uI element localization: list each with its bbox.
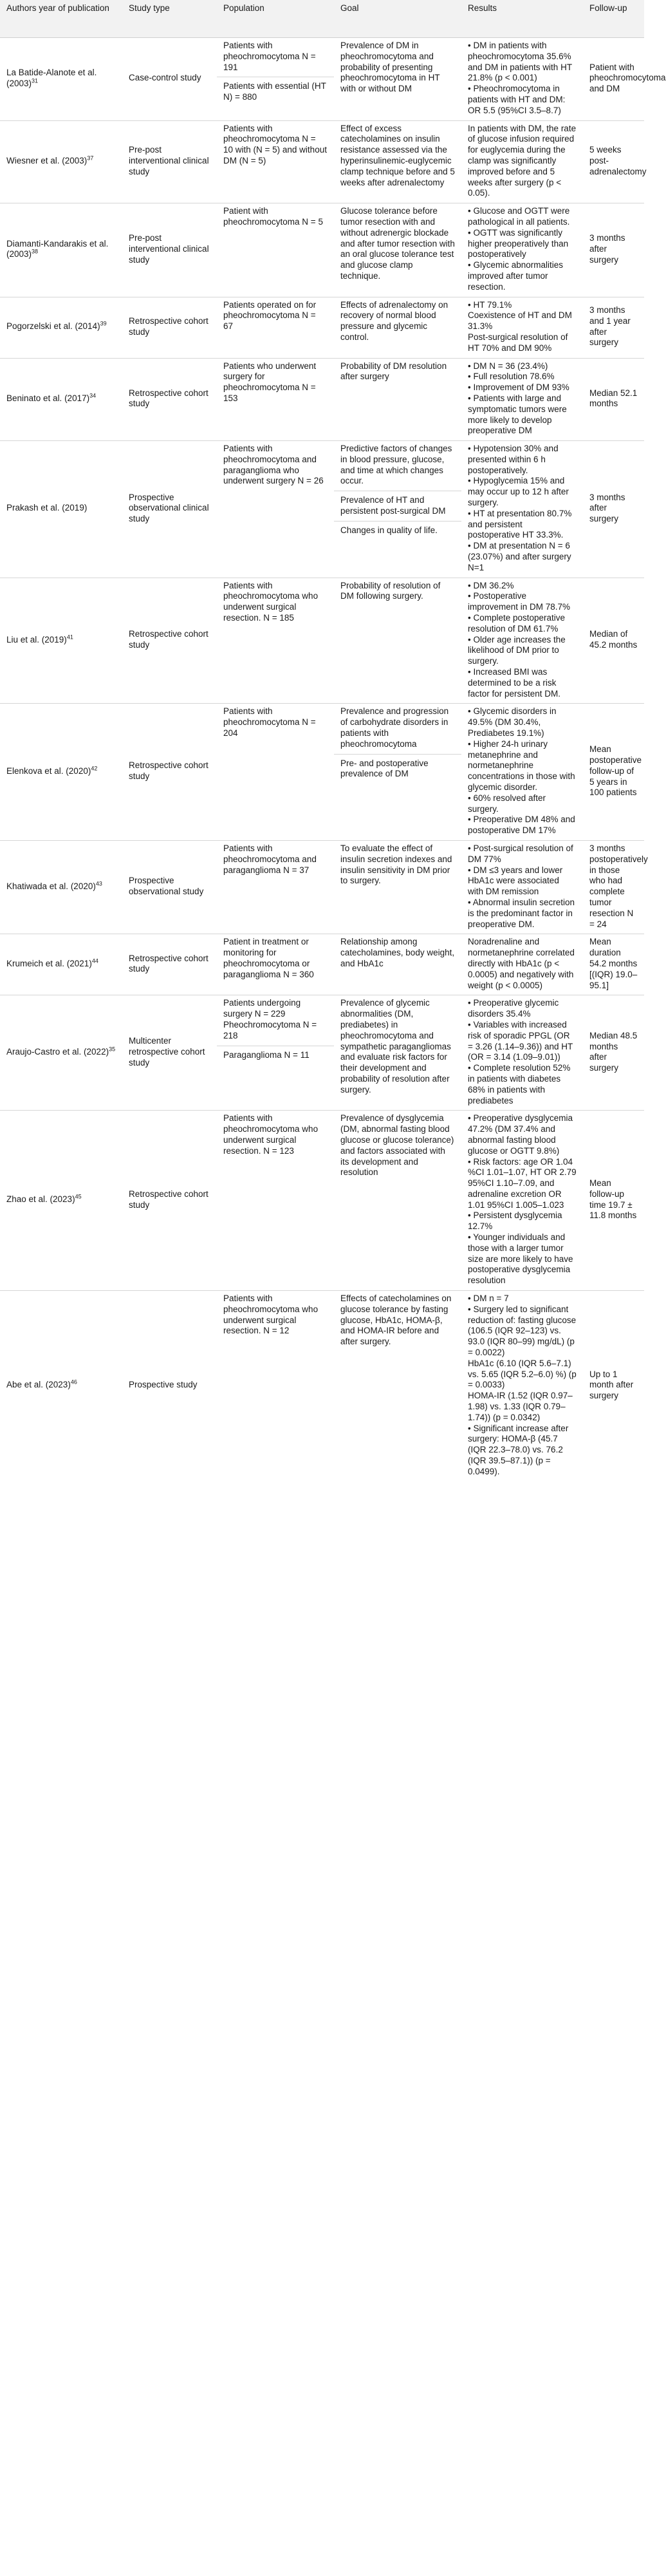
follow-up-text: Up to 1 month after surgery — [589, 1369, 634, 1401]
population-text: Patients undergoing surgery N = 229 Pheochromocytoma N = 218 — [223, 998, 317, 1040]
follow-up-text: 3 months postoperatively in those who had complete tumor resection N = 24 — [589, 843, 648, 929]
result-item: • DM n = 7 — [468, 1293, 577, 1304]
reference-number: 46 — [70, 1378, 77, 1386]
table-row — [0, 203, 644, 297]
population-text: Patients with essential (HT N) = 880 — [217, 77, 334, 103]
cell-population — [217, 120, 334, 203]
follow-up-text: Median 52.1 months — [589, 388, 638, 409]
cell-population — [217, 358, 334, 441]
result-item: HbA1c (6.10 (IQR 5.6–7.1) vs. 5.65 (IQR 5.2–6.0) %) (p = 0.0033) — [468, 1358, 577, 1390]
goal-text: Predictive factors of changes in blood pressure, glucose, and time at which changes occur. — [340, 444, 452, 486]
cell-goal — [334, 120, 461, 203]
author-text: Prakash et al. (2019) — [6, 503, 88, 513]
cell-population — [217, 1111, 334, 1291]
result-item: • Preoperative dysglycemia 47.2% (DM 37.4% and abnormal fasting blood glucose or OGTT 9.8%) — [468, 1113, 577, 1156]
population-text: Patients with pheochromocytoma and paraganglioma N = 37 — [223, 843, 317, 875]
result-item: • Preoperative glycemic disorders 35.4% — [468, 998, 577, 1020]
cell-follow-up — [583, 358, 644, 441]
cell-goal — [334, 840, 461, 934]
result-item: • DM N = 36 (23.4%) — [468, 361, 577, 372]
header-population: Population — [217, 0, 334, 38]
cell-author — [0, 441, 122, 578]
table-row — [0, 704, 644, 841]
result-item: • Improvement of DM 93% — [468, 382, 577, 393]
result-item: • Complete resolution 52% in patients with diabetes 68% in patients with prediabetes — [468, 1063, 577, 1106]
cell-results — [461, 578, 583, 704]
reference-number: 41 — [66, 634, 73, 641]
cell-population — [217, 840, 334, 934]
result-item: • Persistent dysglycemia 12.7% — [468, 1210, 577, 1232]
cell-follow-up — [583, 578, 644, 704]
cell-author — [0, 934, 122, 995]
cell-results — [461, 1111, 583, 1291]
table-row — [0, 934, 644, 995]
follow-up-text: Patient with pheochromocytoma and DM — [589, 62, 666, 94]
cell-results — [461, 1291, 583, 1481]
result-item: • Increased BMI was determined to be a risk factor for persistent DM. — [468, 667, 577, 699]
follow-up-text: Mean follow-up time 19.7 ± 11.8 months — [589, 1178, 637, 1221]
cell-author — [0, 1111, 122, 1291]
cell-results — [461, 840, 583, 934]
result-item: • Complete postoperative resolution of DM 61.7% — [468, 613, 577, 635]
cell-author — [0, 840, 122, 934]
study-type-text: Pre-post interventional clinical study — [129, 233, 209, 265]
table-row — [0, 578, 644, 704]
header-authors: Authors year of publication — [0, 0, 122, 38]
table-header — [0, 0, 644, 38]
result-item: • Older age increases the likelihood of DM prior to surgery. — [468, 635, 577, 667]
cell-author — [0, 358, 122, 441]
result-item: • DM in patients with pheochromocytoma 35.6% and DM in patients with HT 21.8% (p < 0.001) — [468, 41, 577, 84]
cell-study-type — [122, 120, 217, 203]
follow-up-text: 3 months after surgery — [589, 492, 625, 524]
header-goal: Goal — [334, 0, 461, 38]
cell-follow-up — [583, 120, 647, 203]
header-follow-up: Follow-up — [583, 0, 644, 38]
cell-study-type — [122, 297, 217, 358]
result-item: • DM 36.2% — [468, 581, 577, 592]
population-text: Patients operated on for pheochromocytoma N = 67 — [223, 299, 317, 332]
result-item: • Post-surgical resolution of DM 77% — [468, 843, 577, 865]
cell-results — [461, 203, 583, 297]
result-text: In patients with DM, the rate of glucose infusion required for euglycemia during the clamp was significantly improved before and 5 weeks after surgery (p < 0.05). — [468, 123, 577, 198]
reference-number: 37 — [87, 155, 94, 162]
result-item: • Variables with increased risk of sporadic PPGL (OR = 3.26 (1.14–9.36)) and HT (OR = 3.14 (1.09–9.01)) — [468, 1020, 577, 1063]
cell-goal — [334, 1111, 461, 1291]
cell-goal — [334, 297, 461, 358]
header-study-type: Study type — [122, 0, 217, 38]
cell-study-type — [122, 441, 217, 578]
result-item: • Full resolution 78.6% — [468, 371, 577, 382]
result-item: HOMA-IR (1.52 (IQR 0.97–1.98) vs. 1.33 (IQR 0.79–1.74)) (p = 0.0342) — [468, 1391, 573, 1422]
study-type-text: Retrospective cohort study — [129, 388, 208, 409]
follow-up-text: Median of 45.2 months — [589, 629, 638, 650]
study-type-text: Case-control study — [129, 73, 201, 83]
result-item: • Postoperative improvement in DM 78.7% — [468, 591, 577, 613]
result-item: • Glycemic disorders in 49.5% (DM 30.4%, Prediabetes 19.1%) — [468, 706, 577, 738]
cell-goal — [334, 358, 461, 441]
population-text: Patients who underwent surgery for pheochromocytoma N = 153 — [223, 361, 317, 403]
study-type-text: Multicenter retrospective cohort study — [129, 1036, 205, 1067]
cell-results — [461, 704, 583, 841]
cell-population — [217, 934, 334, 995]
author-text: Elenkova et al. (2020) — [6, 766, 91, 776]
goal-text: Glucose tolerance before tumor resection with and without adrenergic blockade and after tumor resection with an oral glucose tolerance test and glucose clamp technique. — [340, 206, 455, 281]
cell-population — [217, 38, 334, 121]
result-item: • Younger individuals and those with a larger tumor size are more likely to have postoperative dysglycemia resolution — [468, 1232, 577, 1286]
goal-text: Prevalence and progression of carbohydrate disorders in patients with pheochromocytoma — [340, 706, 449, 749]
cell-follow-up — [583, 840, 648, 934]
cell-results — [461, 441, 583, 578]
table-row — [0, 1111, 644, 1291]
cell-study-type — [122, 38, 217, 121]
goal-text: Pre- and postoperative prevalence of DM — [334, 754, 461, 780]
author-text: Wiesner et al. (2003) — [6, 155, 88, 165]
population-text: Patients with pheochromocytoma N = 10 with (N = 5) and without DM (N = 5) — [223, 123, 327, 165]
table-row — [0, 38, 644, 121]
cell-follow-up — [583, 441, 644, 578]
follow-up-text: 3 months and 1 year after surgery — [589, 305, 631, 348]
goal-text: Effects of catecholamines on glucose tolerance by fasting glucose, HbA1c, HOMA-β, and HOMA-IR before and after surgery. — [340, 1293, 452, 1347]
population-text: Paraganglioma N = 11 — [217, 1046, 334, 1061]
result-item: • Hypotension 30% and presented within 6 h postoperatively. — [468, 444, 577, 476]
follow-up-text: Mean duration 54.2 months [(IQR) 19.0–95.1] — [589, 937, 638, 990]
result-item: • 60% resolved after surgery. — [468, 793, 577, 815]
study-type-text: Retrospective cohort study — [129, 760, 208, 782]
study-type-text: Prospective study — [129, 1380, 198, 1390]
author-text: Pogorzelski et al. (2014) — [6, 321, 100, 332]
goal-text: Prevalence of dysglycemia (DM, abnormal fasting blood glucose or glucose tolerance) and factors associated with its development and resolution — [340, 1113, 454, 1178]
cell-study-type — [122, 1291, 217, 1481]
result-item: • Risk factors: age OR 1.04 %CI 1.01–1.07, HT OR 2.79 95%CI 1.10–7.09, and adrenaline excretion OR 1.01 95%CI 1.005–1.023 — [468, 1157, 577, 1211]
table-row — [0, 995, 644, 1111]
cell-follow-up — [583, 1111, 644, 1291]
cell-population — [217, 995, 334, 1111]
cell-study-type — [122, 358, 217, 441]
reference-number: 34 — [89, 392, 97, 399]
goal-text: Effects of adrenalectomy on recovery of normal blood pressure and glycemic control. — [340, 299, 449, 342]
author-text: Araujo-Castro et al. (2022) — [6, 1046, 109, 1057]
population-text: Patient with pheochromocytoma N = 5 — [223, 206, 323, 227]
cell-follow-up — [583, 995, 644, 1111]
cell-goal — [334, 578, 461, 704]
cell-follow-up — [583, 704, 644, 841]
cell-goal — [334, 704, 461, 841]
result-item: • Surgery led to significant reduction of: fasting glucose (106.5 (IQR 92–123) vs. 93.0 (IQR 80–99) mg/dL) (p = 0.0022) — [468, 1304, 577, 1359]
reference-number: 45 — [75, 1193, 82, 1200]
table-row — [0, 840, 644, 934]
cell-population — [217, 578, 334, 704]
goal-text: Probability of DM resolution after surgery — [340, 361, 447, 382]
goal-text: Prevalence of HT and persistent post-surgical DM — [334, 491, 461, 517]
study-type-text: Pre-post interventional clinical study — [129, 145, 209, 176]
cell-author — [0, 704, 122, 841]
result-item: Post-surgical resolution of HT 70% and DM 90% — [468, 332, 568, 353]
cell-author — [0, 120, 122, 203]
author-text: Krumeich et al. (2021) — [6, 958, 92, 968]
cell-study-type — [122, 578, 217, 704]
cell-study-type — [122, 995, 217, 1111]
follow-up-text: Mean postoperative follow-up of 5 years in 100 patients — [589, 744, 642, 798]
result-item: • OGTT was significantly higher preoperatively than postoperatively — [468, 228, 577, 260]
author-text: La Batide-Alanote et al. (2003) — [6, 67, 97, 88]
goal-text: Prevalence of glycemic abnormalities (DM, prediabetes) in pheochromocytoma and sympathetic paragangliomas and evaluate risk factors for their development and probability of resolution after surgery. — [340, 998, 451, 1095]
cell-author — [0, 1291, 122, 1481]
cell-author — [0, 203, 122, 297]
cell-goal — [334, 995, 461, 1111]
cell-population — [217, 297, 334, 358]
result-item: • Abnormal insulin secretion is the predominant factor in preoperative DM. — [468, 898, 577, 930]
reference-number: 43 — [95, 880, 102, 887]
follow-up-text: 5 weeks post-adrenalectomy — [589, 145, 647, 176]
reference-number: 42 — [91, 765, 98, 772]
cell-follow-up — [583, 203, 644, 297]
author-text: Khatiwada et al. (2020) — [6, 881, 96, 891]
author-text: Abe et al. (2023) — [6, 1380, 71, 1390]
result-item: • HT 79.1% — [468, 300, 577, 311]
header-row — [0, 0, 644, 38]
result-item: • DM at presentation N = 6 (23.07%) and after surgery N=1 — [468, 541, 577, 573]
table-row — [0, 1291, 644, 1481]
cell-goal — [334, 38, 461, 121]
population-text: Patients with pheochromocytoma and paraganglioma who underwent surgery N = 26 — [223, 444, 324, 486]
goal-text: Relationship among catecholamines, body weight, and HbA1c — [340, 937, 455, 968]
result-item: • Glucose and OGTT were pathological in all patients. — [468, 206, 577, 228]
cell-study-type — [122, 203, 217, 297]
cell-results — [461, 995, 583, 1111]
table-row — [0, 297, 644, 358]
goal-text: To evaluate the effect of insulin secretion indexes and insulin sensitivity in DM prior to surgery. — [340, 843, 452, 886]
cell-author — [0, 297, 122, 358]
follow-up-text: Median 48.5 months after surgery — [589, 1030, 638, 1073]
result-text: Noradrenaline and normetanephrine correlated directly with HbA1c (p < 0.0005) and negatively with weight (p < 0.0005) — [468, 937, 575, 990]
study-type-text: Retrospective cohort study — [129, 953, 208, 974]
population-text: Patients with pheochromocytoma N = 204 — [223, 706, 316, 738]
population-text: Patients with pheochromocytoma N = 191 — [223, 41, 316, 72]
cell-follow-up — [583, 1291, 644, 1481]
population-text: Patients with pheochromocytoma who underwent surgical resection. N = 12 — [223, 1293, 319, 1336]
study-type-text: Retrospective cohort study — [129, 1189, 208, 1210]
cell-results — [461, 297, 583, 358]
reference-number: 38 — [32, 248, 39, 255]
cell-results — [461, 38, 583, 121]
header-results: Results — [461, 0, 583, 38]
cell-author — [0, 578, 122, 704]
cell-author — [0, 995, 122, 1111]
study-type-text: Prospective observational study — [129, 876, 204, 897]
author-text: Beninato et al. (2017) — [6, 393, 90, 403]
result-item: • Patients with large and symptomatic tumors were more likely to develop preoperative DM — [468, 393, 577, 437]
goal-text: Prevalence of DM in pheochromocytoma and probability of presenting pheochromocytoma in HT with or without DM — [340, 41, 440, 94]
result-item: • Preoperative DM 48% and postoperative DM 17% — [468, 814, 577, 836]
cell-goal — [334, 1291, 461, 1481]
goal-text: Changes in quality of life. — [334, 521, 461, 536]
author-text: Zhao et al. (2023) — [6, 1194, 75, 1205]
table-row — [0, 441, 644, 578]
cell-study-type — [122, 704, 217, 841]
result-item: • DM ≤3 years and lower HbA1c were associated with DM remission — [468, 865, 577, 898]
cell-study-type — [122, 1111, 217, 1291]
cell-goal — [334, 934, 461, 995]
author-text: Liu et al. (2019) — [6, 634, 67, 644]
reference-number: 35 — [109, 1046, 116, 1053]
table-body — [0, 38, 666, 1481]
table-row — [0, 358, 644, 441]
cell-results — [461, 358, 583, 441]
reference-number: 39 — [100, 320, 107, 327]
cell-follow-up — [583, 297, 644, 358]
result-item: • Hypoglycemia 15% and may occur up to 12 h after surgery. — [468, 476, 577, 508]
reference-number: 44 — [91, 957, 98, 964]
cell-goal — [334, 441, 461, 578]
result-item: • Significant increase after surgery: HOMA-β (45.7 (IQR 22.3–78.0) vs. 76.2 (IQR 39.5–87.1)) (p = 0.0499). — [468, 1424, 577, 1478]
goal-text: Probability of resolution of DM following surgery. — [340, 580, 441, 601]
population-text: Patient in treatment or monitoring for pheochromocytoma or paraganglioma N = 360 — [223, 937, 314, 979]
cell-follow-up — [583, 934, 644, 995]
result-item: • HT at presentation 80.7% and persistent postoperative HT 33.3%. — [468, 509, 577, 541]
follow-up-text: 3 months after surgery — [589, 233, 625, 265]
cell-results — [461, 120, 583, 203]
population-text: Patients with pheochromocytoma who underwent surgical resection. N = 185 — [223, 580, 319, 623]
table-row — [0, 120, 644, 203]
cell-results — [461, 934, 583, 995]
result-item: Coexistence of HT and DM 31.3% — [468, 310, 572, 332]
goal-text: Effect of excess catecholamines on insulin resistance assessed via the hyperinsulinemic-euglycemic clamp technique before and 5 weeks after adrenalectomy — [340, 123, 455, 187]
reference-number: 31 — [32, 77, 39, 84]
study-type-text: Prospective observational clinical study — [129, 492, 209, 524]
study-type-text: Retrospective cohort study — [129, 315, 208, 337]
cell-author — [0, 38, 122, 121]
population-text: Patients with pheochromocytoma who underwent surgical resection. N = 123 — [223, 1113, 319, 1156]
cell-population — [217, 203, 334, 297]
cell-study-type — [122, 840, 217, 934]
cell-goal — [334, 203, 461, 297]
cell-population — [217, 441, 334, 578]
cell-follow-up — [583, 38, 666, 121]
cell-population — [217, 1291, 334, 1481]
cell-study-type — [122, 934, 217, 995]
result-item: • Pheochromocytoma in patients with HT and DM: OR 5.5 (95%CI 3.5–8.7) — [468, 84, 577, 116]
result-item: • Higher 24-h urinary metanephrine and normetanephrine concentrations in those with glycemic disorder. — [468, 739, 577, 793]
study-type-text: Retrospective cohort study — [129, 629, 208, 650]
result-item: • Glycemic abnormalities improved after tumor resection. — [468, 260, 577, 292]
cell-population — [217, 704, 334, 841]
author-text: Diamanti-Kandarakis et al. (2003) — [6, 238, 109, 259]
